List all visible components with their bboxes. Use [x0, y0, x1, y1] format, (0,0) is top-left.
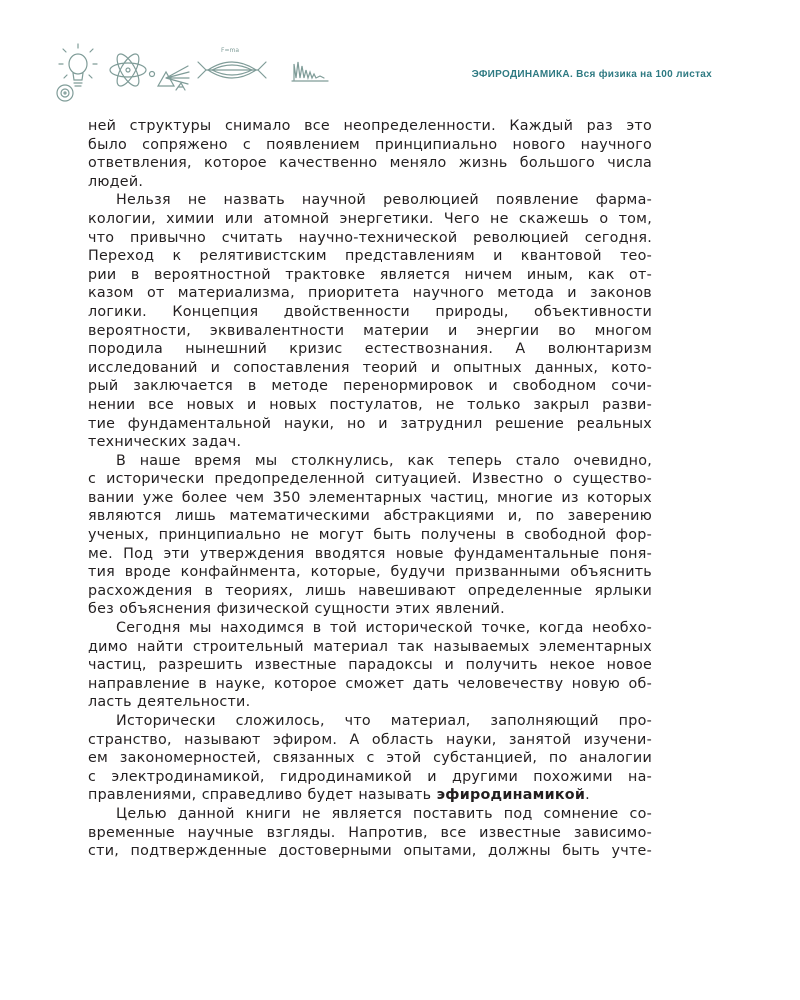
text-line: Целью данной книги не является поставить под сомнение со- [116, 805, 652, 822]
text-line: ем закономерностей, связанных с этой субстанцией, по аналогии [88, 750, 652, 767]
text-line: рии в вероятностной трактовке является ничем иным, как от- [88, 266, 652, 283]
text-line: В наше время мы столкнулись, как теперь стало очевидно, [116, 452, 652, 469]
text-line: нении все новых и новых постулатов, не только закрыл разви- [88, 396, 652, 413]
text-line: вероятности, эквивалентности материи и энергии во многом [88, 322, 652, 339]
text-line: технических задач. [88, 434, 242, 451]
text-line: было сопряжено с появлением принципиально нового научного [88, 136, 652, 153]
text-line: без объяснения физической сущности этих явлений. [88, 601, 505, 618]
text-line: Нельзя не назвать научной революцией появление фарма- [116, 192, 652, 209]
text-line: расхождения в теориях, лишь навешивают определенные ярлыки [88, 582, 652, 599]
text-line: вании уже более чем 350 элементарных частиц, многие из которых [88, 489, 652, 506]
text-line-with-term [88, 786, 652, 805]
text-line: породила нынешний кризис естествознания. А волюнтаризм [88, 341, 652, 358]
text-line: Переход к релятивистским представлениям и квантовой тео- [88, 248, 652, 265]
text-line: людей. [88, 173, 144, 190]
prism-icon [150, 66, 190, 90]
formula-caption: F=ma [221, 47, 239, 54]
text-line: ученых, принципиально не могут быть получены в свободной фор- [88, 527, 652, 544]
text-line: с электродинамикой, гидродинамикой и другими похожими на- [88, 768, 652, 785]
text-line: частиц, разрешить известные парадоксы и получить некое новое [88, 657, 652, 674]
text-line: ласть деятельности. [88, 694, 251, 711]
body-text [88, 117, 652, 861]
text-line: ней структуры снимало все неопределенности. Каждый раз это [88, 118, 652, 134]
text-line: временные научные взгляды. Напротив, все известные зависимо- [88, 824, 652, 841]
magnetic-field-icon [198, 62, 266, 78]
text-line: являются лишь математическими абстракциями и, по заверению [88, 508, 652, 525]
text-line: ме. Под эти утверждения вводятся новые фундаментальные поня- [88, 545, 652, 562]
text-line: рый заключается в методе перенормировок и свободном сочи- [88, 378, 652, 395]
text-line: что привычно считать научно-технической революцией сегодня. [88, 229, 652, 246]
text-line: исследований и сопоставления теорий и опытных данных, кото- [88, 359, 652, 376]
science-doodles-illustration [48, 40, 348, 110]
text-fragment: правлениями, справедливо будет называть [88, 787, 437, 804]
disc-icon [57, 85, 73, 101]
text-line: направление в науке, которое сможет дать человечеству новую об- [88, 675, 652, 692]
key-term: эфиродинамикой [436, 787, 586, 804]
text-line: ответвления, которое качественно меняло жизнь большого числа [88, 155, 652, 172]
text-line: с исторически предопределенной ситуацией. Известно о существо- [88, 471, 652, 488]
oscillation-icon [292, 62, 328, 81]
text-line: казом от материализма, приоритета научного метода и законов [88, 285, 652, 302]
text-line: димо найти строительный материал так называемых элементарных [88, 638, 652, 655]
text-line: Исторически сложилось, что материал, заполняющий про- [116, 713, 652, 729]
page-header [0, 0, 800, 110]
running-head: ЭФИРОДИНАМИКА. Вся физика на 100 листах [471, 69, 712, 80]
text-line: странство, называют эфиром. А область науки, занятой изучени- [88, 731, 652, 748]
text-line: тие фундаментальной науки, но и затруднил решение реальных [88, 415, 652, 432]
lightbulb-icon [59, 44, 97, 86]
atom-icon [110, 51, 146, 89]
text-line: Сегодня мы находимся в той исторической точке, когда необхо- [116, 620, 652, 637]
text-line: кологии, химии или атомной энергетики. Чего не скажешь о том, [88, 210, 652, 227]
text-line: сти, подтвержденные достоверными опытами, должны быть учте- [88, 843, 652, 860]
text-line: логики. Концепция двойственности природы, объективности [88, 303, 652, 320]
text-line: тия вроде конфайнмента, которые, будучи призванными объяснить [88, 564, 652, 581]
text-fragment: . [585, 787, 590, 804]
